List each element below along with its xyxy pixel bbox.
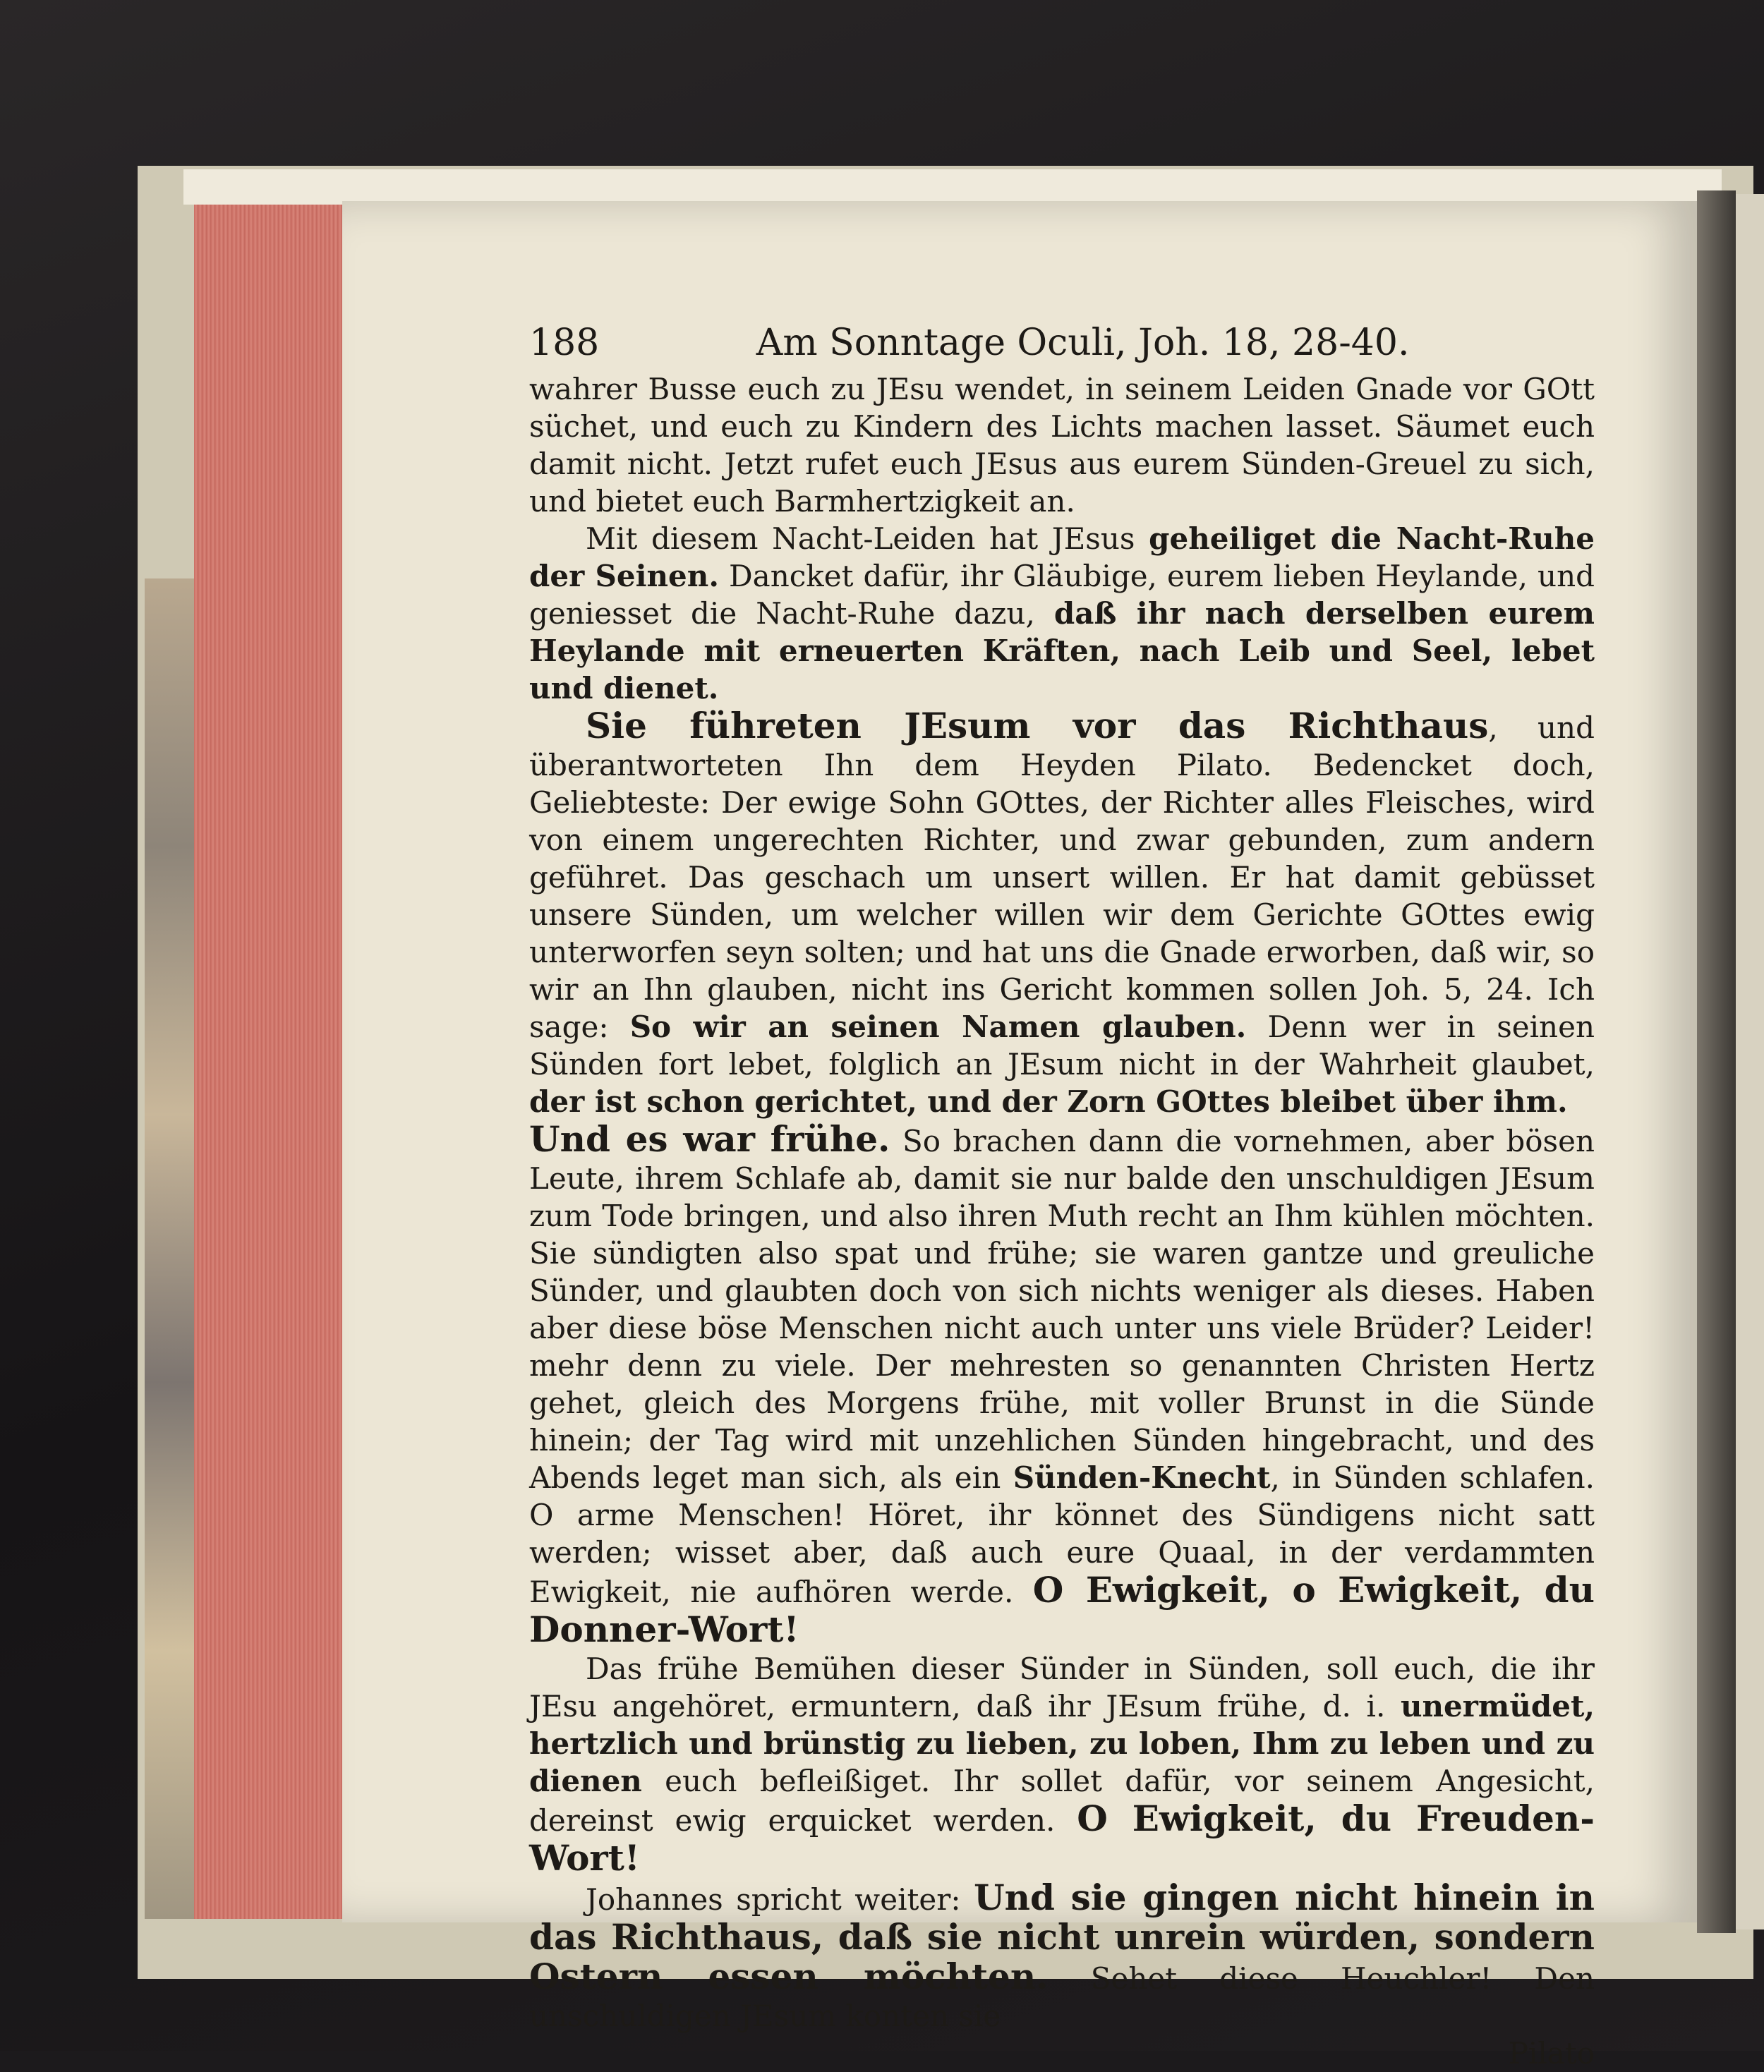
page-body (529, 370, 1595, 2035)
emphasized-text: Sie führeten JEsum vor das Richthaus (586, 705, 1489, 746)
page-number: 188 (529, 322, 600, 364)
emphasized-text: Und sie gingen nicht hinein in das Richthaus, daß sie nicht unrein würden, sondern Ostern essen möchten. (529, 1877, 1595, 1997)
text-run: Mit diesem Nacht-Leiden hat JEsus (586, 521, 1149, 556)
emphasized-text: O Ewigkeit, o Ewigkeit, du Donner-Wort! (529, 1569, 1595, 1650)
red-page-edges (194, 205, 342, 1919)
text-run: wahrer Busse euch zu JEsu wendet, in seinem Leiden Gnade vor GOtt süchet, und euch zu Kindern des Lichts machen lasset. Säumet euch damit nicht. Jetzt rufet euch JEsus aus eurem Sünden-Greuel zu sich, und bietet euch Barmhertzigkeit an. (529, 372, 1595, 519)
paragraph (529, 1120, 1595, 1650)
text-run: Dancket dafür, ihr Gläubige, eurem lieben Heylande, und geniesset die Nacht-Ruhe dazu, (529, 559, 1595, 631)
paragraph (529, 1879, 1595, 2035)
page-top-edge (183, 169, 1722, 205)
text-run: So brachen dann die vornehmen, aber bösen Leute, ihrem Schlafe ab, damit sie nur balde den unschuldigen JEsum zum Tode bringen, und also ihren Muth recht an Ihm kühlen möchten. Sie sündigten also spat und frühe; sie waren gantze und greuliche Sünder, und glaubten doch von sich nichts weniger als dieses. Haben aber diese böse Menschen nicht auch unter uns viele Brüder? Leider! mehr denn zu viele. Der mehresten so genannten Christen Hertz gehet, gleich des Morgens frühe, mit voller Brunst in die Sünde hinein; der Tag wird mit unzehlichen Sünden hingebracht, und des Abends leget man sich, als ein (529, 1124, 1595, 1495)
paragraph (529, 520, 1595, 707)
text-run: euch befleißiget. Ihr sollet dafür, vor seinem Angesicht, dereinst ewig erquicket werden. (529, 1764, 1595, 1838)
emphasized-text: Sünden-Knecht (1013, 1460, 1271, 1495)
text-run: Johannes spricht weiter: (586, 1882, 974, 1917)
paragraph (529, 707, 1595, 1120)
emphasized-text: unermüdet, hertzlich und brünstig zu lieben, zu loben, Ihm zu leben und zu dienen (529, 1689, 1595, 1798)
emphasized-text: geheiliget die Nacht-Ruhe der Seinen. (529, 521, 1595, 593)
text-run: Das frühe Bemühen dieser Sünder in Sünden, soll euch, die ihr JEsu angehöret, ermuntern, daß ihr JEsum frühe, d. i. (529, 1652, 1595, 1723)
emphasized-text: der ist schon gerichtet, und der Zorn GOttes bleibet über ihm. (529, 1084, 1568, 1119)
text-run: , in Sünden schlafen. O arme Menschen! Höret, ihr könnet des Sündigens nicht satt werden; wisset aber, daß auch eure Quaal, in der verdammten Ewigkeit, nie aufhören werde. (529, 1460, 1595, 1609)
emphasized-text: So wir an seinen Namen glauben. (629, 1010, 1247, 1044)
text-run: , und überantworteten Ihn dem Heyden Pilato. Bedencket doch, Geliebteste: Der ewige Sohn GOttes, der Richter alles Fleisches, wird von einem ungerechten Richter, und zwar gebunden, zum andern geführet. Das geschach um unsert willen. Er hat damit gebüsset unsere Sünden, um welcher willen wir dem Gerichte GOttes ewig unterworfen seyn solten; und hat uns die Gnade erworben, daß wir, so wir an Ihn glauben, nicht ins Gericht kommen sollen Joh. 5, 24. Ich sage: (529, 710, 1595, 1044)
catchword: Pilato (1508, 2036, 1595, 2071)
book-gutter (1697, 190, 1736, 1933)
text-run: Denn wer in seinen Sünden fort lebet, folglich an JEsum nicht in der Wahrheit glaubet, (529, 1010, 1595, 1082)
emphasized-text: O Ewigkeit, du Freuden-Wort! (529, 1798, 1595, 1879)
emphasized-text: daß ihr nach derselben eurem Heylande mit erneuerten Kräften, nach Leib und Seel, lebet und dienet. (529, 596, 1595, 705)
running-head (529, 322, 1595, 364)
running-title: Am Sonntage Oculi, Joh. 18, 28-40. (756, 322, 1410, 364)
paragraph (529, 1650, 1595, 1879)
text-run: Sehet diese Heuchler! Den unschuldigen JEsum konten sie (529, 1961, 1595, 2033)
paragraph (529, 370, 1595, 520)
emphasized-text: Und es war frühe. (529, 1118, 890, 1160)
page-text (529, 322, 1595, 2071)
